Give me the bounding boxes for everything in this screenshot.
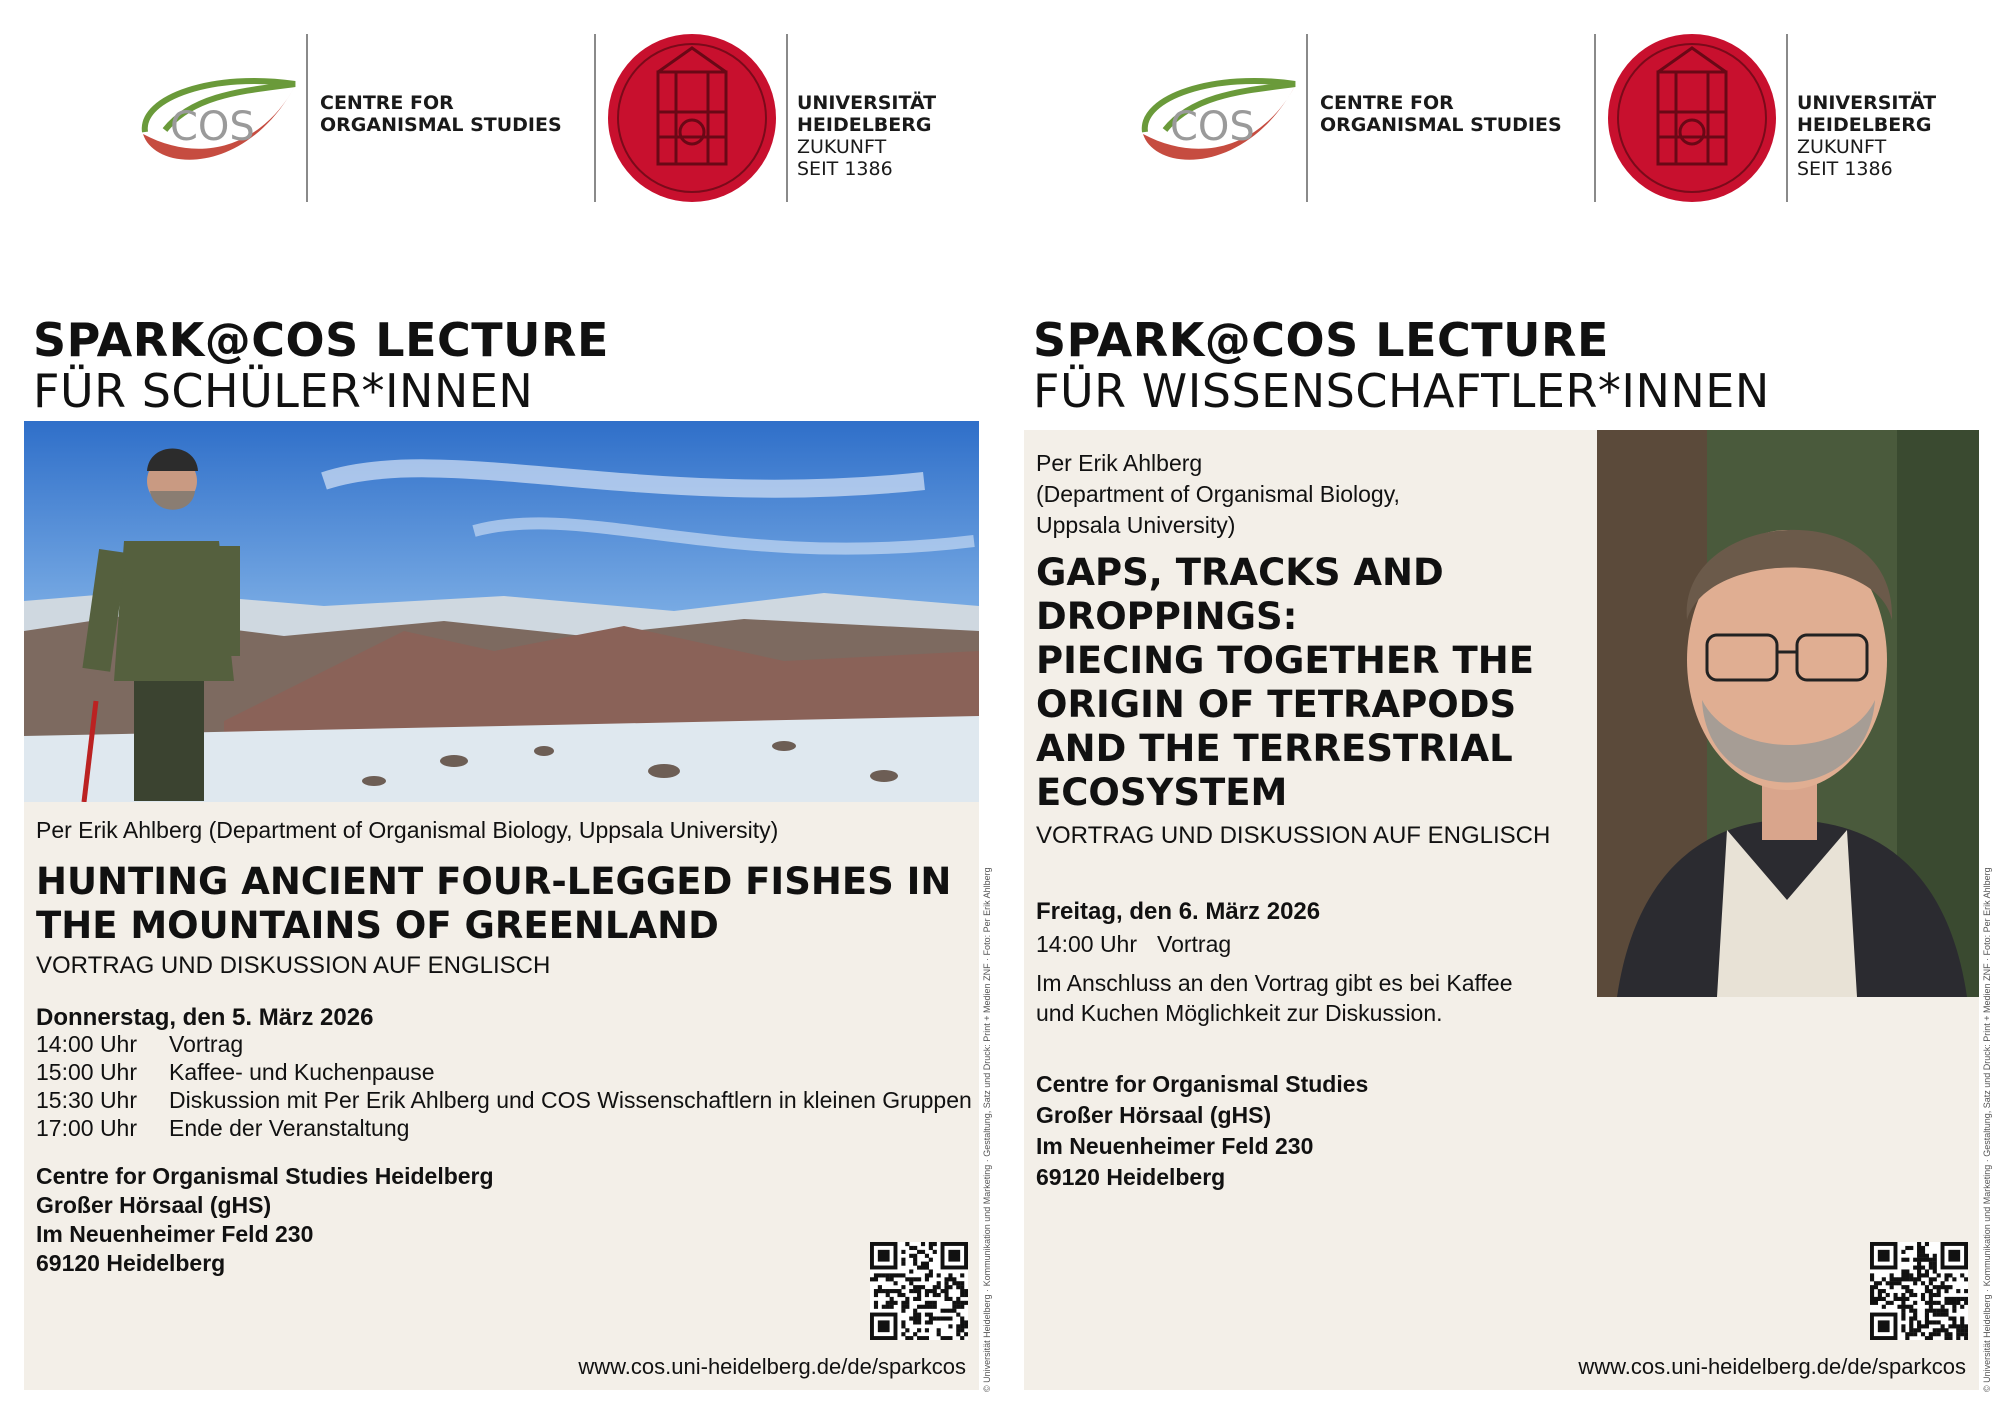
university-name: UNIVERSITÄT HEIDELBERG ZUKUNFT SEIT 1386: [1797, 92, 1937, 180]
website-link[interactable]: www.cos.uni-heidelberg.de/de/sparkcos: [1578, 1354, 1966, 1379]
photo-credit: © Universität Heidelberg · Kommunikation und Marketing · Gestaltung, Satz und Druck: Print + Medien ZNF · Foto: Per Erik Ahlberg: [1982, 867, 1992, 1392]
speaker-name: Per Erik Ahlberg (Department of Organismal Biology, Uppsala University): [36, 817, 779, 843]
discussion-note: Im Anschluss an den Vortrag gibt es bei Kaffee und Kuchen Möglichkeit zur Diskussion.: [1036, 970, 1513, 1026]
cos-logo-icon: [1135, 72, 1305, 182]
university-seal-icon: [606, 32, 778, 204]
audience-heading: FÜR WISSENSCHAFTLER*INNEN: [1033, 364, 1770, 418]
language-note: VORTRAG UND DISKUSSION AUF ENGLISCH: [36, 952, 551, 979]
schedule: [1036, 930, 1231, 958]
audience-heading: FÜR SCHÜLER*INNEN: [33, 364, 534, 418]
qr-code-icon[interactable]: [1870, 1242, 1968, 1340]
poster-wissenschaftler: [1000, 0, 2000, 1414]
schedule-row: 15:00 Uhr Kaffee- und Kuchenpause: [36, 1059, 435, 1085]
divider: [306, 34, 308, 202]
divider: [1786, 34, 1788, 202]
lecture-title: SPARK@COS LECTURE: [33, 313, 609, 367]
schedule-row: 15:30 Uhr Diskussion mit Per Erik Ahlberg und COS Wissenschaftlern in kleinen Gruppen: [36, 1087, 972, 1113]
cos-name: CENTRE FOR ORGANISMAL STUDIES: [1320, 92, 1562, 136]
cos-name: CENTRE FOR ORGANISMAL STUDIES: [320, 92, 562, 136]
website-link[interactable]: www.cos.uni-heidelberg.de/de/sparkcos: [578, 1354, 966, 1379]
speaker-name: Per Erik Ahlberg (Department of Organismal Biology, Uppsala University): [1036, 450, 1400, 538]
venue-address: Centre for Organismal Studies Großer Hörsaal (gHS) Im Neuenheimer Feld 230 69120 Heidelberg: [1036, 1071, 1369, 1190]
event-date: Freitag, den 6. März 2026: [1036, 898, 1321, 925]
schedule: [36, 1030, 972, 1142]
venue-address: Centre for Organismal Studies Heidelberg Großer Hörsaal (gHS) Im Neuenheimer Feld 230 69120 Heidelberg: [36, 1163, 494, 1276]
svg-text:COS: COS: [1170, 104, 1255, 150]
portrait-photo: [1597, 430, 1979, 997]
photo-credit: © Universität Heidelberg · Kommunikation und Marketing · Gestaltung, Satz und Druck: Print + Medien ZNF · Foto: Per Erik Ahlberg: [982, 867, 992, 1392]
landscape-photo: [24, 421, 979, 802]
divider: [1594, 34, 1596, 202]
lecture-title: SPARK@COS LECTURE: [1033, 313, 1609, 367]
cos-logo-icon: [135, 72, 305, 182]
talk-title: GAPS, TRACKS AND DROPPINGS: PIECING TOGETHER THE ORIGIN OF TETRAPODS AND THE TERRESTRIAL ECOSYSTEM: [1036, 551, 1534, 814]
qr-code-icon[interactable]: [870, 1242, 968, 1340]
university-seal-icon: [1606, 32, 1778, 204]
language-note: VORTRAG UND DISKUSSION AUF ENGLISCH: [1036, 822, 1551, 849]
divider: [1306, 34, 1308, 202]
schedule-row: 14:00 Uhr Vortrag: [1036, 931, 1232, 957]
university-name: UNIVERSITÄT HEIDELBERG ZUKUNFT SEIT 1386: [797, 92, 937, 180]
talk-title: HUNTING ANCIENT FOUR-LEGGED FISHES IN THE MOUNTAINS OF GREENLAND: [36, 860, 952, 947]
event-date: Donnerstag, den 5. März 2026: [36, 1004, 374, 1031]
svg-text:COS: COS: [170, 104, 255, 150]
divider: [786, 34, 788, 202]
divider: [594, 34, 596, 202]
schedule-row: 17:00 Uhr Ende der Veranstaltung: [36, 1115, 410, 1141]
schedule-row: 14:00 Uhr Vortrag: [36, 1031, 244, 1057]
